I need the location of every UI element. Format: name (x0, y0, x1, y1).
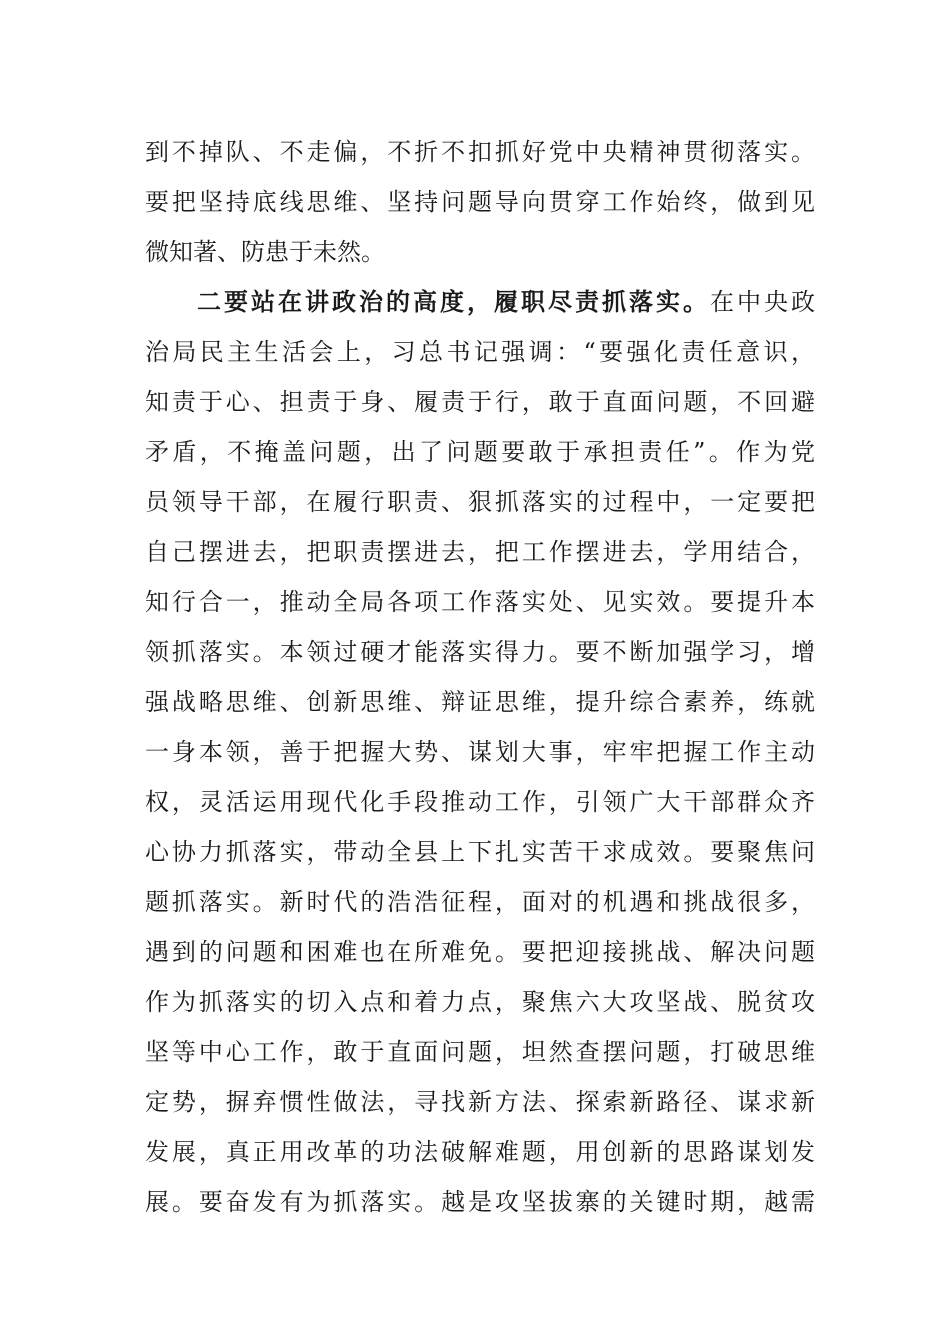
document-body (145, 127, 815, 1227)
para2-line: 知责于心、担责于身、履责于行，敢于直面问题，不回避 (145, 388, 815, 416)
para2-line: 作为抓落实的切入点和着力点，聚焦六大攻坚战、脱贫攻 (145, 988, 815, 1016)
para2-line: 权，灵活运用现代化手段推动工作，引领广大干部群众齐 (145, 788, 815, 816)
para1-line-2: 要把坚持底线思维、坚持问题导向贯穿工作始终，做到见 (145, 188, 815, 216)
para2-line: 题抓落实。新时代的浩浩征程，面对的机遇和挑战很多， (145, 888, 815, 916)
para2-line: 遇到的问题和困难也在所难免。要把迎接挑战、解决问题 (145, 938, 815, 966)
para2-line: 一身本领，善于把握大势、谋划大事，牢牢把握工作主动 (145, 738, 815, 766)
para2-line: 员领导干部，在履行职责、狠抓落实的过程中，一定要把 (145, 488, 815, 516)
para2-line: 发展，真正用改革的功法破解难题，用创新的思路谋划发 (145, 1138, 815, 1166)
para2-line: 展。要奋发有为抓落实。越是攻坚拔寨的关键时期，越需 (145, 1188, 815, 1216)
para2-line: 定势，摒弃惯性做法，寻找新方法、探索新路径、谋求新 (145, 1088, 815, 1116)
para2-line: 矛盾，不掩盖问题，出了问题要敢于承担责任”。作为党 (145, 438, 815, 466)
para2-line: 知行合一，推动全局各项工作落实处、见实效。要提升本 (145, 588, 815, 616)
para2-line: 坚等中心工作，敢于直面问题，坦然查摆问题，打破思维 (145, 1038, 815, 1066)
para1-line-1: 到不掉队、不走偏，不折不扣抓好党中央精神贯彻落实。 (145, 138, 815, 166)
para2-line: 强战略思维、创新思维、辩证思维，提升综合素养，练就 (145, 688, 815, 716)
para2-line-1-rest: 在中央政 (710, 288, 815, 316)
para2-heading: 二要站在讲政治的高度，履职尽责抓落实。 (197, 288, 710, 316)
para2-line-1 (145, 277, 815, 327)
para2-line: 心协力抓落实，带动全县上下扎实苦干求成效。要聚焦问 (145, 838, 815, 866)
para2-line: 领抓落实。本领过硬才能落实得力。要不断加强学习，增 (145, 638, 815, 666)
para1-line-3: 微知著、防患于未然。 (145, 238, 385, 266)
para2-line: 自己摆进去，把职责摆进去，把工作摆进去，学用结合， (145, 538, 815, 566)
para2-line: 治局民主生活会上，习总书记强调：“要强化责任意识， (145, 338, 815, 366)
